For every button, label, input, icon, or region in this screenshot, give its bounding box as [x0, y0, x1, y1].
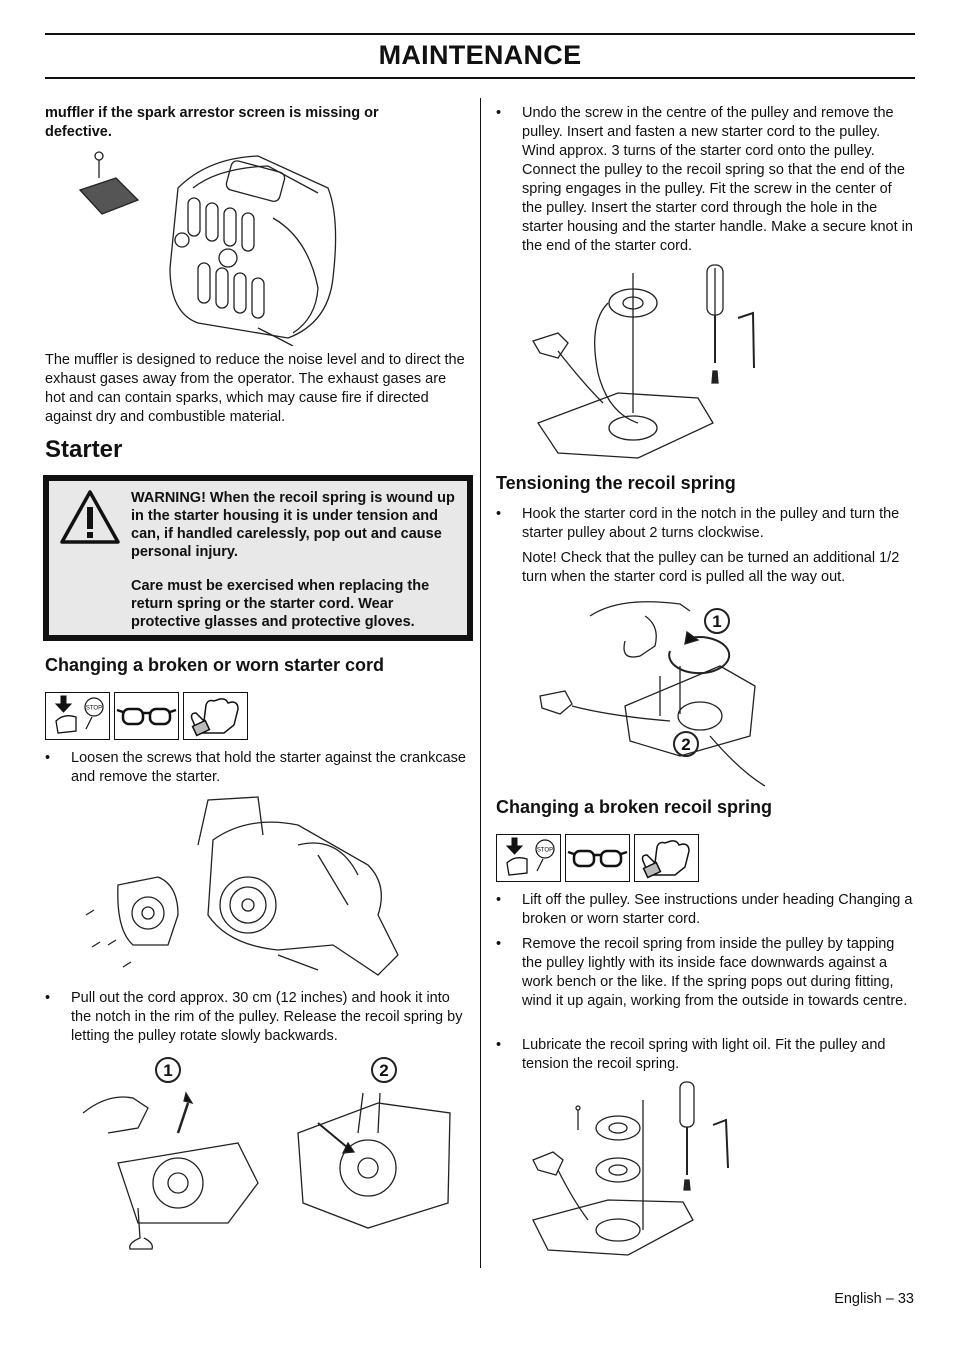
warning-box — [43, 475, 473, 641]
pulley-bullet-text: Undo the screw in the centre of the pulley and remove the pulley. Insert and fasten a new starter cord to the pulley. Wind approx. 3 turns of the starter cord onto the pulley. Connect the pulley to the recoil spring so that the end of the spring engages in the pulley. Fit the screw in the center of the pulley. Insert the starter cord through the hole in the starter housing and the starter handle. Make a secure knot in the end of the starter cord. — [522, 105, 913, 254]
bullet-dot: • — [496, 892, 502, 908]
bullet-dot: • — [496, 1037, 502, 1053]
page-title: MAINTENANCE — [378, 40, 582, 70]
spring-bullet-1 — [496, 891, 916, 931]
tension-heading: Tensioning the recoil spring — [496, 473, 736, 493]
warning-triangle-icon — [59, 489, 121, 545]
chainsaw-starter-illustration — [78, 795, 403, 980]
stop-label: STOP — [85, 705, 103, 712]
safety-glasses-icon — [565, 834, 630, 882]
tension-note: Note! Check that the pulley can be turned an additional 1/2 turn when the starter cord is pulled all the way out. — [522, 550, 900, 585]
muffler-description: The muffler is designed to reduce the noise level and to direct the exhaust gases away from the operator. The exhaust gases are hot and can contain sparks, which may cause fire if directed against dry and combustible material. — [45, 352, 465, 425]
stop-label: STOP — [536, 847, 554, 854]
bullet-dot: • — [45, 990, 51, 1006]
cord-bullet-2-text: Pull out the cord approx. 30 cm (12 inches) and hook it into the notch in the rim of the pulley. Release the recoil spring by letting the pulley rotate slowly backwards. — [71, 990, 463, 1044]
bullet-dot: • — [496, 105, 502, 121]
fig-label-2: 2 — [379, 1061, 389, 1080]
bullet-dot: • — [45, 750, 51, 766]
spring-bullet-1-text: Lift off the pulley. See instructions under heading Changing a broken or worn starter cord. — [522, 892, 913, 927]
safety-glasses-icon — [114, 692, 179, 740]
fig-label-2: 2 — [681, 735, 691, 754]
spring-bullet-2-text: Remove the recoil spring from inside the pulley by tapping the pulley lightly with its inside face downwards against a work bench or the like. If the spring pops out during fitting, wind it up again, working from the outside in towards centre. — [522, 936, 908, 1009]
bullet-dot: • — [496, 936, 502, 952]
muffler-illustration — [78, 148, 358, 346]
spring-safety-icons — [496, 834, 699, 882]
cord-safety-icons — [45, 692, 248, 740]
protective-glove-icon — [634, 834, 699, 882]
pulley-bullet — [496, 104, 916, 264]
stop-switch-icon — [496, 834, 561, 882]
spring-bullet-3 — [496, 1036, 916, 1076]
page-footer: English – 33 — [834, 1291, 914, 1307]
spring-bullet-2 — [496, 935, 916, 1031]
warning-text-1: WARNING! When the recoil spring is wound up in the starter housing it is under tension and can, if handled carelessly, pop out and cause personal injury. — [131, 490, 455, 560]
tension-bullet-text: Hook the starter cord in the notch in the pulley and turn the starter pulley about 2 turns clockwise. — [522, 506, 900, 541]
pull-cord-illustration — [78, 1053, 458, 1263]
warning-text-2: Care must be exercised when replacing the return spring or the starter cord. Wear protective glasses and protective gloves. — [131, 578, 430, 630]
pulley-assembly-illustration — [528, 263, 760, 459]
cord-bullet-1 — [45, 749, 465, 789]
spring-bullet-3-text: Lubricate the recoil spring with light oil. Fit the pulley and tension the recoil spring. — [522, 1037, 886, 1072]
muffler-intro-text: muffler if the spark arrestor screen is missing or defective. — [45, 105, 379, 140]
bullet-dot: • — [496, 506, 502, 522]
spring-heading: Changing a broken recoil spring — [496, 797, 773, 817]
fig-label-1: 1 — [712, 612, 722, 631]
cord-heading: Changing a broken or worn starter cord — [45, 655, 385, 675]
starter-heading: Starter — [45, 436, 123, 463]
recoil-spring-illustration — [528, 1080, 740, 1260]
page-header — [45, 33, 915, 79]
tension-bullet — [496, 505, 916, 545]
stop-switch-icon — [45, 692, 110, 740]
cord-bullet-1-text: Loosen the screws that hold the starter against the crankcase and remove the starter. — [71, 750, 466, 785]
fig-label-1: 1 — [163, 1061, 173, 1080]
column-divider — [480, 98, 481, 1268]
protective-glove-icon — [183, 692, 248, 740]
tension-illustration — [530, 596, 770, 791]
cord-bullet-2 — [45, 989, 465, 1049]
